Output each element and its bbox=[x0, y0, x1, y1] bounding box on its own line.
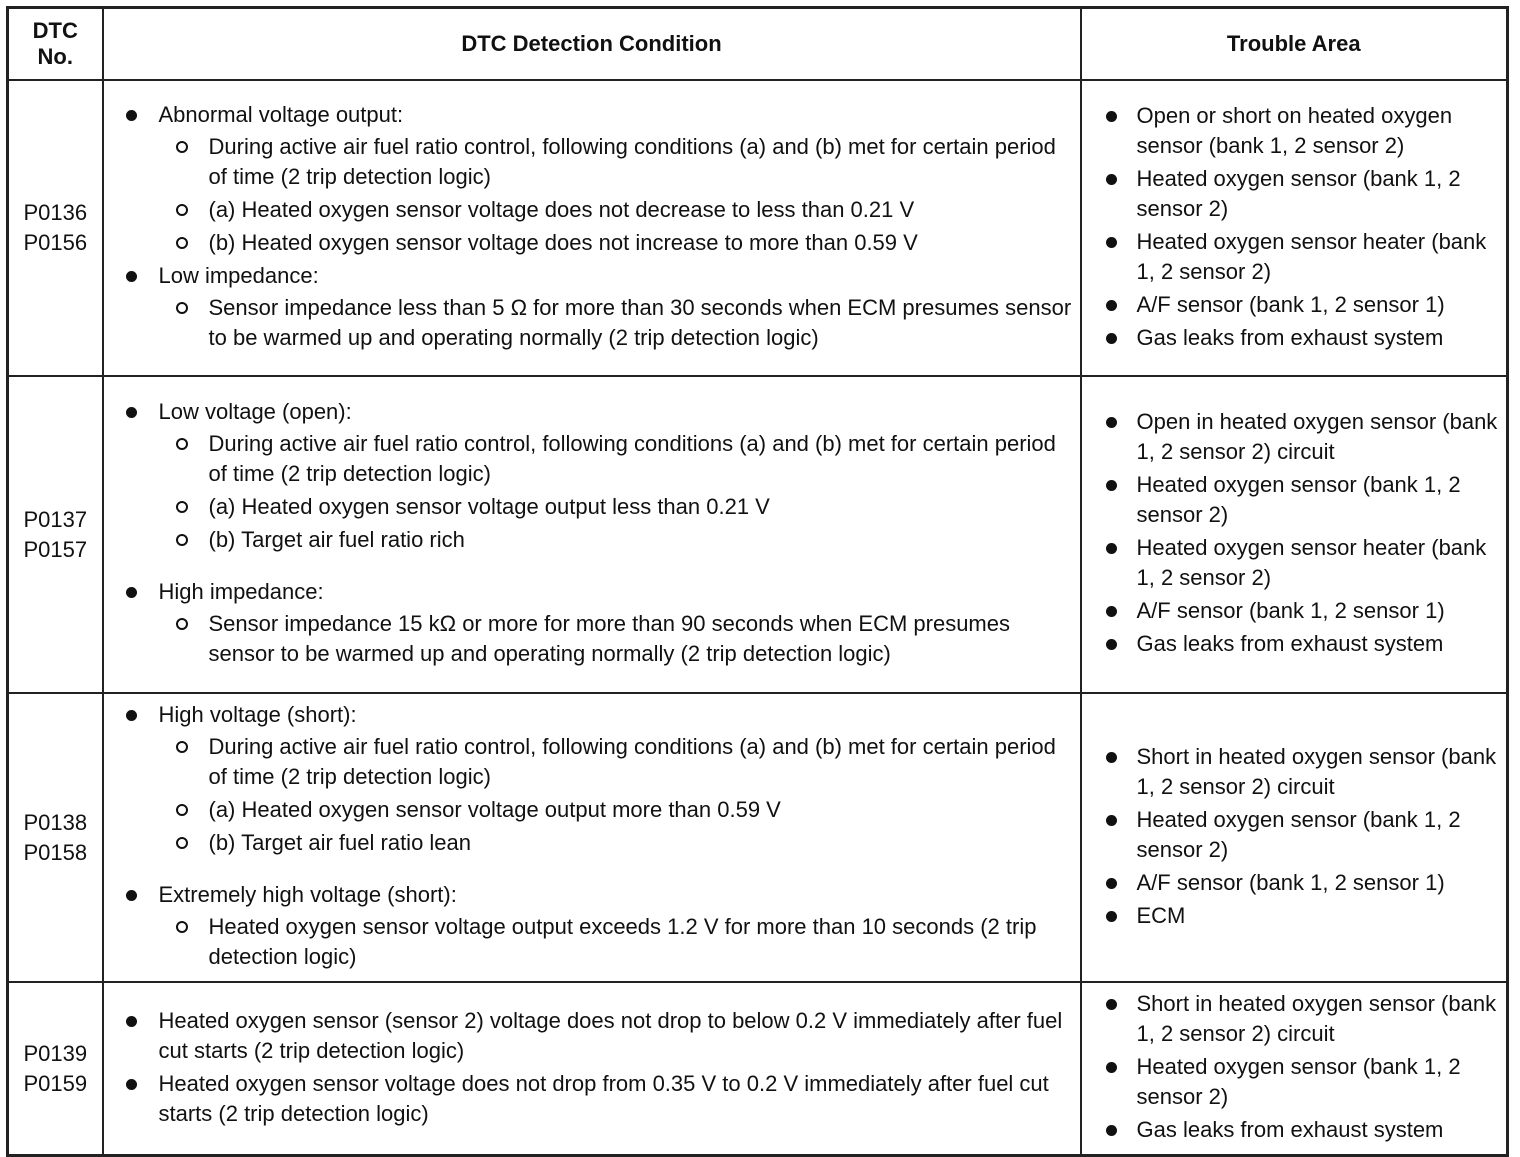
condition-subitem: Sensor impedance 15 kΩ or more for more than 90 seconds when ECM presumes sensor to be warmed up and operating normally (2 trip detection logic) bbox=[159, 609, 1072, 669]
condition-subitem: (a) Heated oxygen sensor voltage output more than 0.59 V bbox=[159, 795, 1072, 825]
trouble-item: Heated oxygen sensor heater (bank 1, 2 sensor 2) bbox=[1082, 533, 1499, 593]
condition-subitem: During active air fuel ratio control, following conditions (a) and (b) met for certain period of time (2 trip detection logic) bbox=[159, 429, 1072, 489]
trouble-area-cell bbox=[1081, 80, 1508, 376]
trouble-item: Open or short on heated oxygen sensor (bank 1, 2 sensor 2) bbox=[1082, 101, 1499, 161]
condition-subitem: (a) Heated oxygen sensor voltage does not decrease to less than 0.21 V bbox=[159, 195, 1072, 225]
condition-cell bbox=[103, 80, 1081, 376]
dtc-code-cell bbox=[8, 982, 103, 1156]
dtc-code-cell bbox=[8, 376, 103, 693]
trouble-area-cell bbox=[1081, 376, 1508, 693]
dtc-code: P0157 bbox=[23, 536, 88, 562]
condition-item: Extremely high voltage (short): Heated oxygen sensor voltage output exceeds 1.2 V for more than 10 seconds (2 trip detection logic) bbox=[104, 880, 1072, 972]
trouble-item: A/F sensor (bank 1, 2 sensor 1) bbox=[1082, 868, 1499, 898]
trouble-item: Gas leaks from exhaust system bbox=[1082, 629, 1499, 659]
dtc-code: P0159 bbox=[23, 1070, 88, 1096]
condition-item: High impedance: Sensor impedance 15 kΩ or more for more than 90 seconds when ECM presumes sensor to be warmed up and operating normally (2 trip detection logic) bbox=[104, 577, 1072, 669]
condition-cell bbox=[103, 693, 1081, 982]
dtc-code-cell bbox=[8, 80, 103, 376]
trouble-item: ECM bbox=[1082, 901, 1499, 931]
trouble-item: A/F sensor (bank 1, 2 sensor 1) bbox=[1082, 290, 1499, 320]
condition-cell bbox=[103, 376, 1081, 693]
condition-subitem: (b) Heated oxygen sensor voltage does not increase to more than 0.59 V bbox=[159, 228, 1072, 258]
header-condition: DTC Detection Condition bbox=[103, 8, 1081, 81]
condition-item: Abnormal voltage output: During active air fuel ratio control, following conditions (a) and (b) met for certain period of time (2 trip detection logic) (a) Heated oxygen sensor voltage does not decrease to less than 0.21 V (b) Heated oxygen sensor voltage does not increase to more than 0.59 V bbox=[104, 100, 1072, 258]
dtc-code: P0136 bbox=[23, 200, 88, 225]
dtc-code: P0156 bbox=[23, 230, 88, 255]
dtc-code: P0137 bbox=[23, 506, 88, 532]
condition-subitem: Sensor impedance less than 5 Ω for more than 30 seconds when ECM presumes sensor to be warmed up and operating normally (2 trip detection logic) bbox=[159, 293, 1072, 353]
trouble-area-cell bbox=[1081, 982, 1508, 1156]
trouble-item: Gas leaks from exhaust system bbox=[1082, 1115, 1499, 1145]
trouble-item: Short in heated oxygen sensor (bank 1, 2 sensor 2) circuit bbox=[1082, 989, 1499, 1049]
header-row bbox=[8, 8, 1508, 81]
condition-subitem: (b) Target air fuel ratio lean bbox=[159, 828, 1072, 858]
dtc-table bbox=[6, 6, 1509, 1157]
dtc-code: P0158 bbox=[23, 839, 88, 865]
trouble-item: Open in heated oxygen sensor (bank 1, 2 sensor 2) circuit bbox=[1082, 407, 1499, 467]
trouble-item: Heated oxygen sensor (bank 1, 2 sensor 2) bbox=[1082, 164, 1499, 224]
trouble-item: A/F sensor (bank 1, 2 sensor 1) bbox=[1082, 596, 1499, 626]
condition-subitem: (b) Target air fuel ratio rich bbox=[159, 525, 1072, 555]
table-row bbox=[8, 982, 1508, 1156]
trouble-item: Heated oxygen sensor (bank 1, 2 sensor 2) bbox=[1082, 1052, 1499, 1112]
trouble-item: Short in heated oxygen sensor (bank 1, 2 sensor 2) circuit bbox=[1082, 742, 1499, 802]
trouble-item: Heated oxygen sensor (bank 1, 2 sensor 2) bbox=[1082, 805, 1499, 865]
table-row bbox=[8, 376, 1508, 693]
condition-subitem: (a) Heated oxygen sensor voltage output less than 0.21 V bbox=[159, 492, 1072, 522]
dtc-code: P0138 bbox=[23, 809, 88, 835]
dtc-code: P0139 bbox=[23, 1040, 88, 1066]
dtc-code-cell bbox=[8, 693, 103, 982]
condition-item: Low voltage (open): During active air fuel ratio control, following conditions (a) and (b) met for certain period of time (2 trip detection logic) (a) Heated oxygen sensor voltage output less than 0.21 V (b) Target air fuel ratio rich bbox=[104, 397, 1072, 555]
trouble-item: Heated oxygen sensor heater (bank 1, 2 sensor 2) bbox=[1082, 227, 1499, 287]
header-trouble-area: Trouble Area bbox=[1081, 8, 1508, 81]
condition-item: Heated oxygen sensor voltage does not drop from 0.35 V to 0.2 V immediately after fuel cut starts (2 trip detection logic) bbox=[104, 1069, 1072, 1129]
table-row bbox=[8, 80, 1508, 376]
trouble-area-cell bbox=[1081, 693, 1508, 982]
condition-subitem: During active air fuel ratio control, following conditions (a) and (b) met for certain period of time (2 trip detection logic) bbox=[159, 132, 1072, 192]
condition-item: High voltage (short): During active air fuel ratio control, following conditions (a) and (b) met for certain period of time (2 trip detection logic) (a) Heated oxygen sensor voltage output more than 0.59 V (b) Target air fuel ratio lean bbox=[104, 700, 1072, 858]
trouble-item: Heated oxygen sensor (bank 1, 2 sensor 2) bbox=[1082, 470, 1499, 530]
header-dtc-no: DTC No. bbox=[8, 8, 103, 81]
trouble-item: Gas leaks from exhaust system bbox=[1082, 323, 1499, 353]
condition-subitem: Heated oxygen sensor voltage output exceeds 1.2 V for more than 10 seconds (2 trip detection logic) bbox=[159, 912, 1072, 972]
table-row bbox=[8, 693, 1508, 982]
condition-item: Low impedance: Sensor impedance less than 5 Ω for more than 30 seconds when ECM presumes sensor to be warmed up and operating normally (2 trip detection logic) bbox=[104, 261, 1072, 353]
condition-subitem: During active air fuel ratio control, following conditions (a) and (b) met for certain period of time (2 trip detection logic) bbox=[159, 732, 1072, 792]
condition-item: Heated oxygen sensor (sensor 2) voltage does not drop to below 0.2 V immediately after fuel cut starts (2 trip detection logic) bbox=[104, 1006, 1072, 1066]
condition-cell bbox=[103, 982, 1081, 1156]
